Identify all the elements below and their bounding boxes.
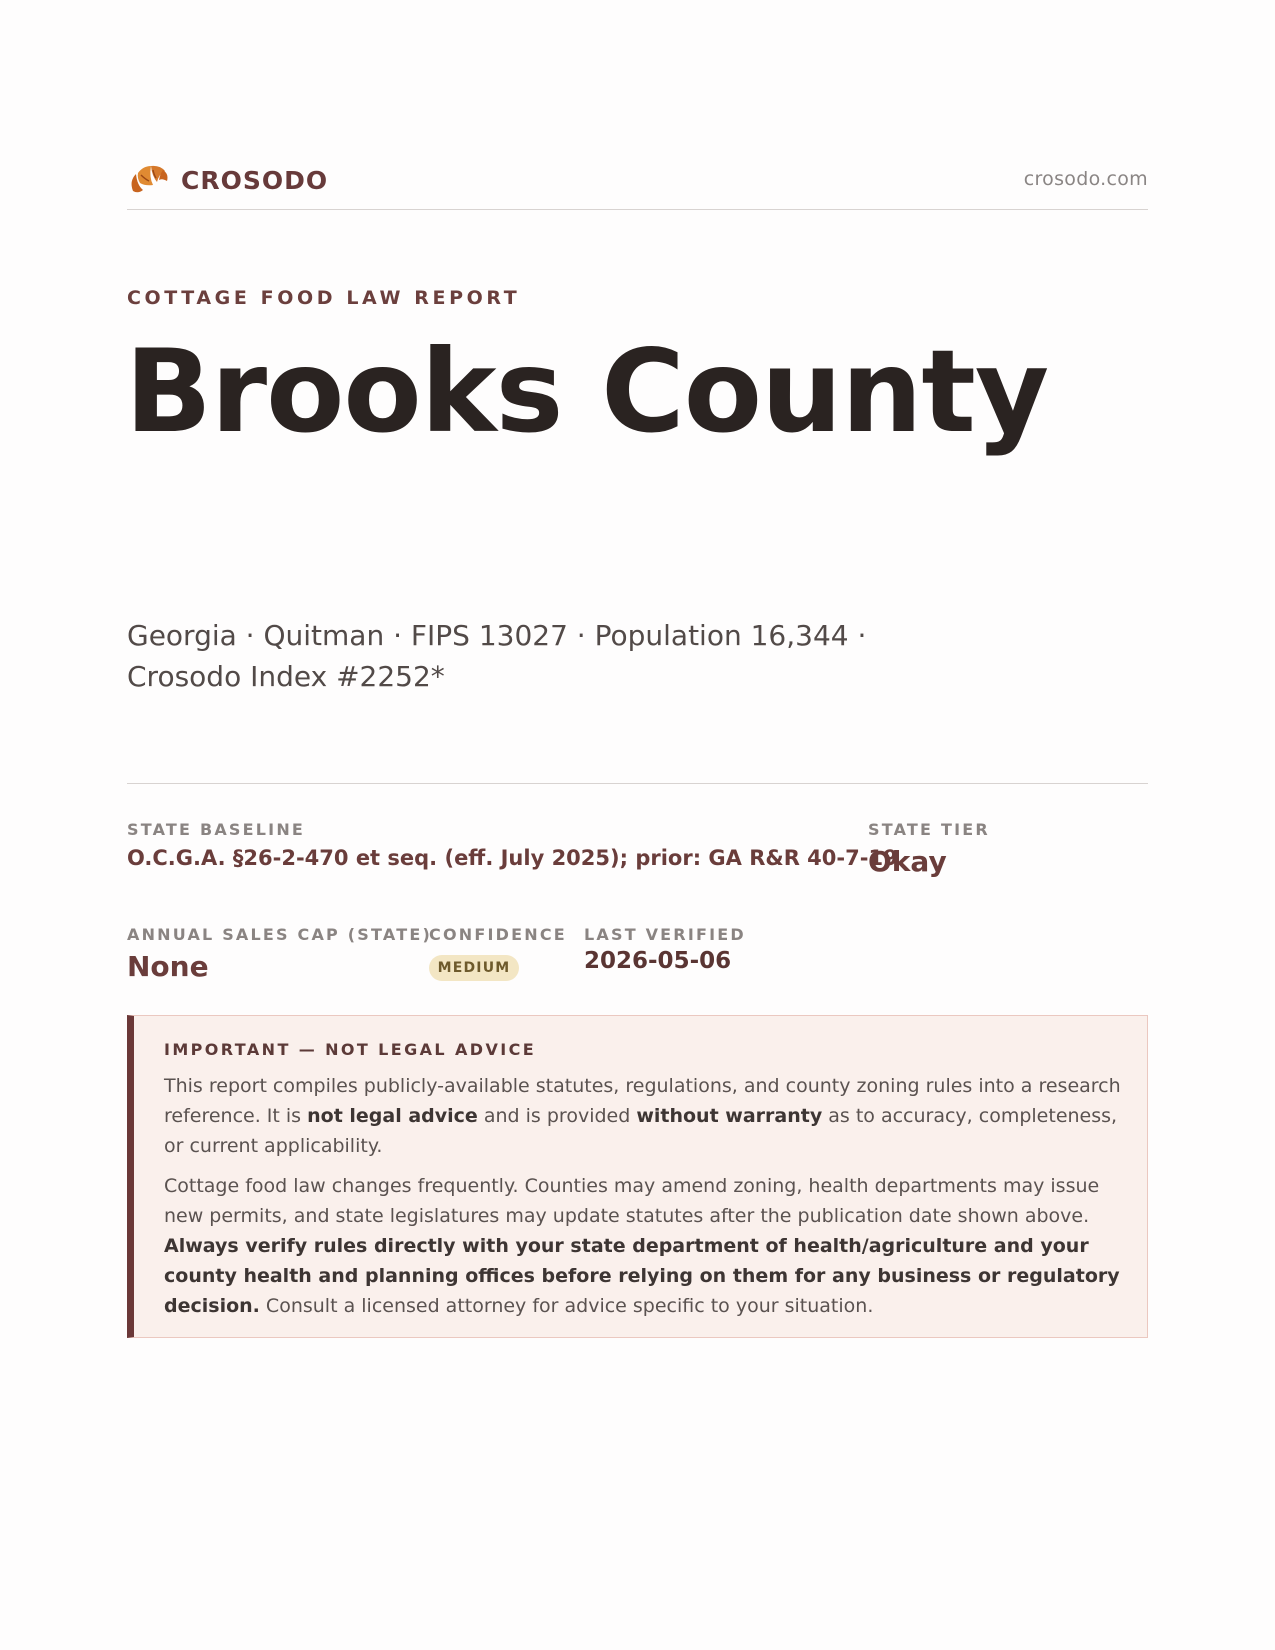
notice-text: Consult a licensed attorney for advice specific to your situation. <box>259 1295 874 1317</box>
state-tier-label: STATE TIER <box>868 820 990 839</box>
legal-notice <box>127 1015 1148 1338</box>
page-header <box>127 158 1148 210</box>
brand-name: CROSODO <box>181 165 329 195</box>
page-title: Brooks County <box>125 325 1049 458</box>
divider <box>127 783 1148 784</box>
notice-text: as to accuracy, completeness, or current applicability. <box>164 1105 1118 1157</box>
notice-paragraph-2 <box>164 1171 1139 1321</box>
confidence-badge: MEDIUM <box>429 955 519 981</box>
last-verified-label: LAST VERIFIED <box>584 925 746 944</box>
notice-text: Cottage food law changes frequently. Counties may amend zoning, health departments may issue new permits, and state legislatures may update statutes after the publication date shown above. <box>164 1175 1100 1227</box>
croissant-icon <box>127 161 169 199</box>
sales-cap-label: ANNUAL SALES CAP (STATE) <box>127 925 432 944</box>
notice-emphasis: not legal advice <box>307 1105 478 1127</box>
notice-title: IMPORTANT — NOT LEGAL ADVICE <box>164 1040 537 1059</box>
notice-text: This report compiles publicly-available statutes, regulations, and county zoning rules into a research reference. It is <box>164 1075 1121 1127</box>
report-eyebrow: COTTAGE FOOD LAW REPORT <box>127 287 521 309</box>
notice-emphasis: without warranty <box>636 1105 823 1127</box>
notice-emphasis: Always verify rules directly with your state department of health/agriculture and your county health and planning offices before relying on them for any business or regulatory decision. <box>164 1235 1120 1317</box>
site-url[interactable]: crosodo.com <box>1023 168 1148 190</box>
state-baseline-label: STATE BASELINE <box>127 820 306 839</box>
state-tier-value: Okay <box>868 845 947 878</box>
confidence-label: CONFIDENCE <box>429 925 567 944</box>
state-baseline-value: O.C.G.A. §26-2-470 et seq. (eff. July 2025); prior: GA R&R 40-7-19 <box>127 846 898 870</box>
last-verified-value: 2026-05-06 <box>584 948 732 974</box>
notice-text: and is provided <box>477 1105 637 1127</box>
county-meta: Georgia · Quitman · FIPS 13027 · Population 16,344 · Crosodo Index #2252* <box>127 619 867 693</box>
sales-cap-value: None <box>127 950 209 983</box>
brand[interactable] <box>127 161 328 199</box>
notice-paragraph-1 <box>164 1071 1139 1161</box>
